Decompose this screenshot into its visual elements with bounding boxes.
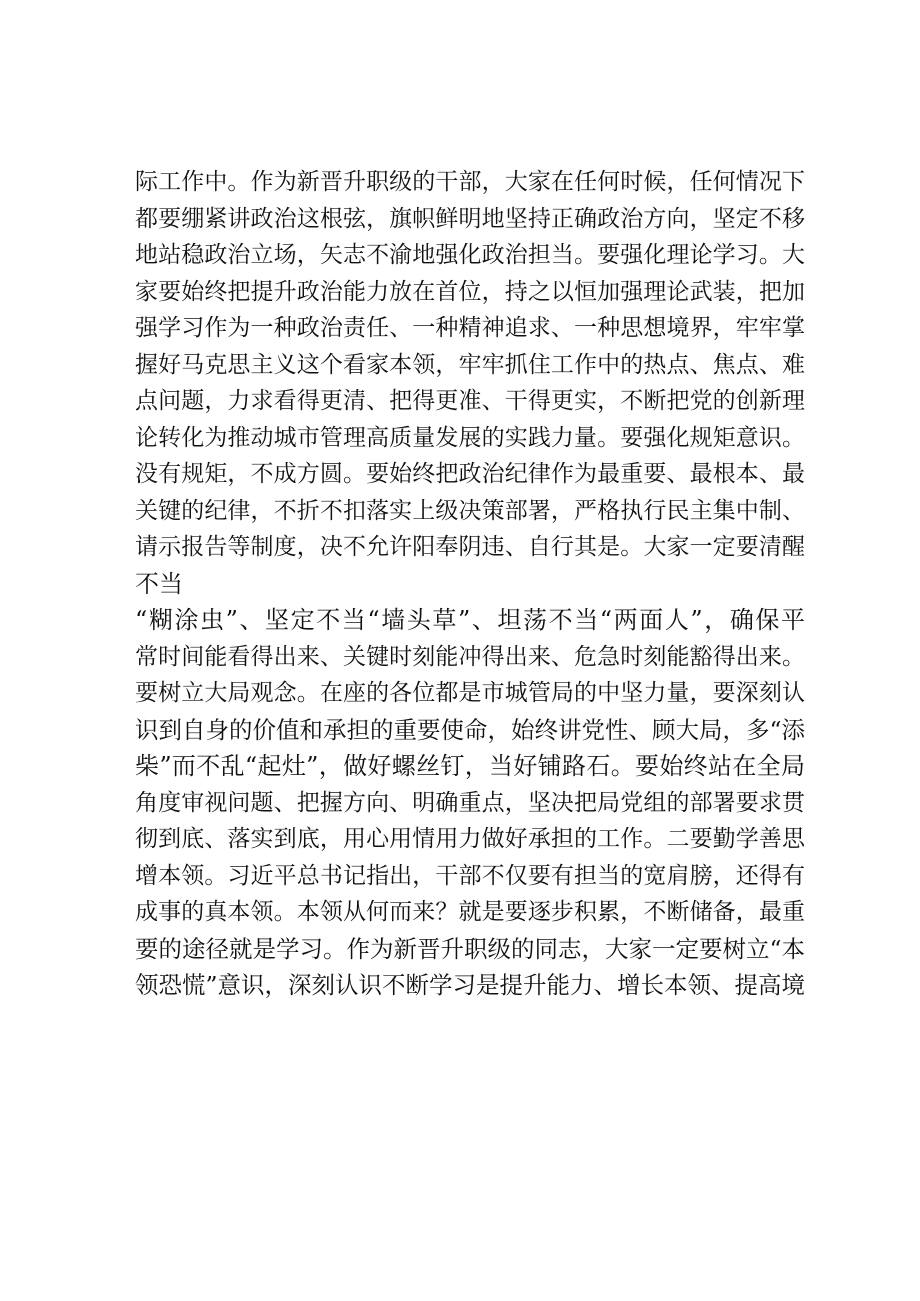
text-line: 柴”而不乱“起灶”，做好螺丝钉，当好铺路石。要始终站在全局 (135, 752, 805, 780)
text-line: 点问题，力求看得更清、把得更准、干得更实，不断把党的创新理 (135, 388, 805, 414)
text-line: 要的途径就是学习。作为新晋升职级的同志，大家一定要树立“本 (135, 934, 806, 963)
text-line: 不当 (135, 569, 183, 598)
text-line: 识到自身的价值和承担的重要使命，始终讲党性、顾大局，多“添 (135, 715, 806, 744)
text-line: 握好马克思主义这个看家本领，牢牢抓住工作中的热点、焦点、难 (135, 351, 805, 378)
text-line: 都要绷紧讲政治这根弦，旗帜鲜明地坚持正确政治方向，坚定不移 (135, 205, 805, 232)
text-line: 家要始终把提升政治能力放在首位，持之以恒加强理论武装，把加 (135, 278, 805, 305)
text-line: 请示报告等制度，决不允许阳奉阴违、自行其是。大家一定要清醒 (135, 534, 805, 560)
text-line: 地站稳政治立场，矢志不渝地强化政治担当。要强化理论学习。大 (135, 242, 805, 268)
text-line: 角度审视问题、把握方向、明确重点，坚决把局党组的部署要求贯 (135, 789, 805, 816)
text-line: 领恐慌”意识，深刻认识不断学习是提升能力、增长本领、提高境 (135, 971, 806, 999)
text-line: “糊涂虫”、坚定不当“墙头草”、坦荡不当“两面人”，确保平 (135, 606, 805, 634)
text-line: 彻到底、落实到底，用心用情用力做好承担的工作。二要勤学善思 (135, 826, 805, 852)
text-line: 成事的真本领。本领从何而来？就是要逐步积累，不断储备，最重 (135, 899, 805, 925)
text-line: 没有规矩，不成方圆。要始终把政治纪律作为最重要、最根本、最 (135, 461, 805, 487)
text-line: 际工作中。作为新晋升职级的干部，大家在任何时候，任何情况下 (135, 169, 805, 195)
text-line: 论转化为推动城市管理高质量发展的实践力量。要强化规矩意识。 (135, 424, 805, 451)
body-text (135, 164, 805, 1004)
text-line: 常时间能看得出来、关键时刻能冲得出来、危急时刻能豁得出来。 (135, 643, 805, 670)
text-line: 强学习作为一种政治责任、一种精神追求、一种思想境界，牢牢掌 (135, 315, 805, 341)
text-line: 关键的纪律，不折不扣落实上级决策部署，严格执行民主集中制、 (135, 497, 805, 524)
text-line: 要树立大局观念。在座的各位都是市城管局的中坚力量，要深刻认 (135, 680, 805, 706)
text-line: 增本领。习近平总书记指出，干部不仅要有担当的宽肩膀，还得有 (135, 862, 805, 889)
